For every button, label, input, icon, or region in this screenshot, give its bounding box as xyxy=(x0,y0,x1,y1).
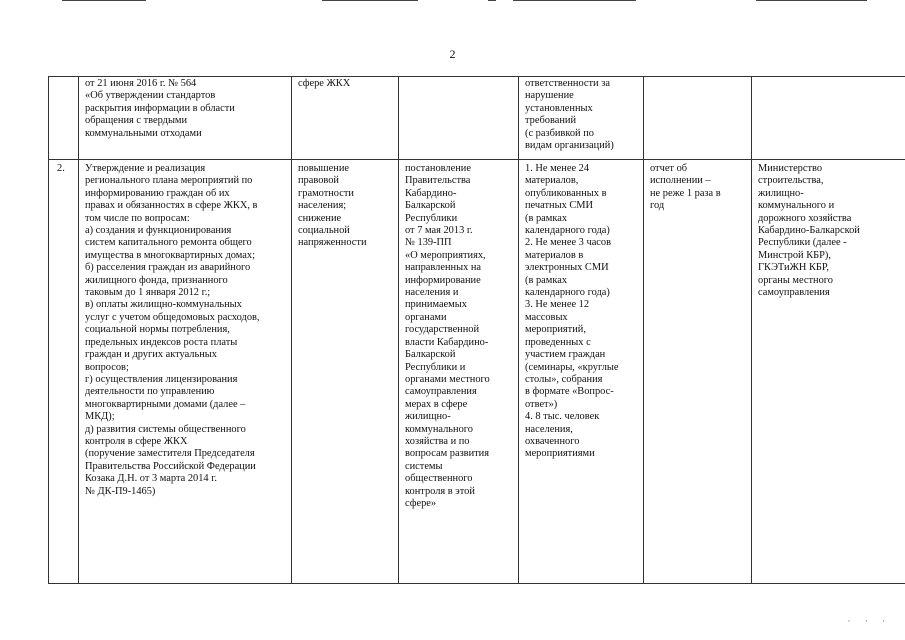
top-rule-2 xyxy=(322,0,418,1)
top-rule-1 xyxy=(62,0,146,1)
top-rule-4 xyxy=(513,0,636,1)
executor-cell: Министерство строительства, жилищно- коммунального и дорожного хозяйства Кабардино-Балкарской Республики (далее - Минстрой КБР), ГКЭТиЖН КБР, органы местного самоуправления xyxy=(752,160,905,584)
table-row xyxy=(49,77,905,160)
row-number xyxy=(49,77,79,160)
top-rule-3 xyxy=(488,0,496,1)
goal-cell: повышение правовой грамотности населения; снижение социальной напряженности xyxy=(292,160,399,584)
goal-cell: сфере ЖКХ xyxy=(292,77,399,160)
table-row xyxy=(49,160,905,584)
indicator-cell: ответственности за нарушение установленных требований (с разбивкой по видам организаций) xyxy=(519,77,644,160)
measure-cell: Утверждение и реализация регионального плана мероприятий по информированию граждан об их правах и обязанностях в сфере ЖКХ, в том числе по вопросам: а) создания и функционирования систем капитального ремонта общего имущества в многоквартирных домах; б) расселения граждан из аварийного жилищного фонда, признанного таковым до 1 января 2012 г.; в) оплаты жилищно-коммунальных услуг с учетом общедомовых расходов, социальной нормы потребления, предельных индексов роста платы граждан и других актуальных вопросов; г) осуществления лицензирования деятельности по управлению многоквартирными домами (далее – МКД); д) развития системы общественного контроля в сфере ЖКХ (поручение заместителя Председателя Правительства Российской Федерации Козака Д.Н. от 3 марта 2014 г. № ДК-П9-1465) xyxy=(79,160,292,584)
report-cell: отчет об исполнении – не реже 1 раза в год xyxy=(644,160,752,584)
indicator-cell: 1. Не менее 24 материалов, опубликованных в печатных СМИ (в рамках календарного года) 2. Не менее 3 часов материалов в электронных СМИ (в рамках календарного года) 3. Не менее 12 массовых мероприятий, проведенных с участием граждан (семинары, «круглые столы», собрания в формате «Вопрос- ответ») 4. 8 тыс. человек населения, охваченного мероприятиями xyxy=(519,160,644,584)
executor-cell xyxy=(752,77,905,160)
measures-table xyxy=(48,76,905,584)
report-cell xyxy=(644,77,752,160)
measure-cell: от 21 июня 2016 г. № 564 «Об утверждении стандартов раскрытия информации в области обращения с твердыми коммунальными отходами xyxy=(79,77,292,160)
top-rule-5 xyxy=(756,0,867,1)
row-number: 2. xyxy=(49,160,79,584)
scan-marks: · · · xyxy=(847,616,891,626)
basis-cell xyxy=(399,77,519,160)
page-number: 2 xyxy=(449,47,456,61)
basis-cell: постановление Правительства Кабардино- Балкарской Республики от 7 мая 2013 г. № 139-ПП «О мероприятиях, направленных на информирование населения и принимаемых органами государственной власти Кабардино- Балкарской Республики и органами местного самоуправления мерах в сфере жилищно- коммунального хозяйства и по вопросам развития системы общественного контроля в этой сфере» xyxy=(399,160,519,584)
